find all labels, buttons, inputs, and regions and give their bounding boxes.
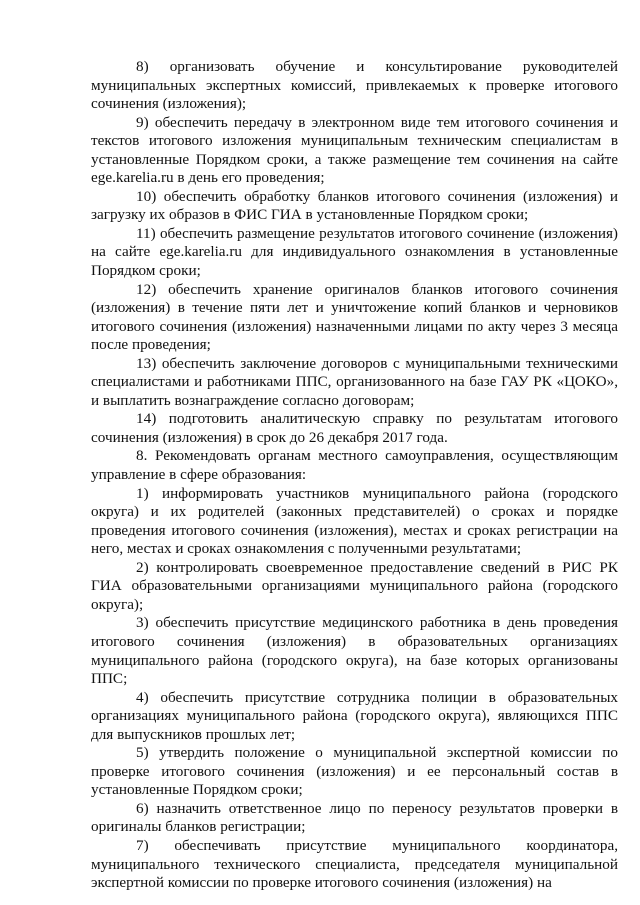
paragraph-item-12: 12) обеспечить хранение оригиналов бланков итогового сочинения (изложения) в течение пяти лет и уничтожение копий бланков и черновиков итогового сочинения (изложения) назначенными лицами по акту через 3 месяца после проведения;: [91, 280, 618, 354]
paragraph-item-11: 11) обеспечить размещение результатов итогового сочинение (изложения) на сайте ege.karelia.ru для индивидуального ознакомления в установленные Порядком сроки;: [91, 224, 618, 280]
paragraph-rec-6: 6) назначить ответственное лицо по переносу результатов проверки в оригиналы бланков регистрации;: [91, 799, 618, 836]
paragraph-item-10: 10) обеспечить обработку бланков итогового сочинения (изложения) и загрузку их образов в ФИС ГИА в установленные Порядком сроки;: [91, 187, 618, 224]
paragraph-rec-2: 2) контролировать своевременное предоставление сведений в РИС РК ГИА образовательными организациями муниципального района (городского округа);: [91, 558, 618, 613]
paragraph-item-13: 13) обеспечить заключение договоров с муниципальными техническими специалистами и работниками ППС, организованного на базе ГАУ РК «ЦОКО», и выплатить вознаграждение согласно договорам;: [91, 354, 618, 409]
paragraph-item-9: 9) обеспечить передачу в электронном виде тем итогового сочинения и текстов итогового изложения муниципальным техническим специалистам в установленные Порядком сроки, а также размещение тем сочинения на сайте ege.karelia.ru в день его проведения;: [91, 113, 618, 187]
paragraph-item-8: 8) организовать обучение и консультирование руководителей муниципальных экспертных комиссий, привлекаемых к проверке итогового сочинения (изложения);: [91, 58, 618, 113]
paragraph-item-14: 14) подготовить аналитическую справку по результатам итогового сочинения (изложения) в срок до 26 декабря 2017 года.: [91, 410, 618, 446]
paragraph-rec-5: 5) утвердить положение о муниципальной экспертной комиссии по проверке итогового сочинения (изложения) и ее персональный состав в установленные Порядком сроки;: [91, 744, 618, 799]
paragraph-rec-3: 3) обеспечить присутствие медицинского работника в день проведения итогового сочинения (изложения) в образовательных организациях муниципального района (городского округа), на базе которых организованы ППС;: [91, 614, 618, 688]
document-page: [91, 58, 618, 893]
paragraph-rec-1: 1) информировать участников муниципального района (городского округа) и их родителей (законных представителей) о сроках и порядке проведения итогового сочинения (изложения), местах и сроках регистрации на него, местах и сроках ознакомления с полученными результатами;: [91, 484, 618, 558]
paragraph-section-8: 8. Рекомендовать органам местного самоуправления, осуществляющим управление в сфере образования:: [91, 447, 618, 484]
paragraph-rec-4: 4) обеспечить присутствие сотрудника полиции в образовательных организациях муниципального района (городского округа), являющихся ППС для выпускников прошлых лет;: [91, 688, 618, 743]
paragraph-rec-7: 7) обеспечивать присутствие муниципального координатора, муниципального технического специалиста, председателя муниципальной экспертной комиссии по проверке итогового сочинения (изложения) на: [91, 836, 618, 892]
